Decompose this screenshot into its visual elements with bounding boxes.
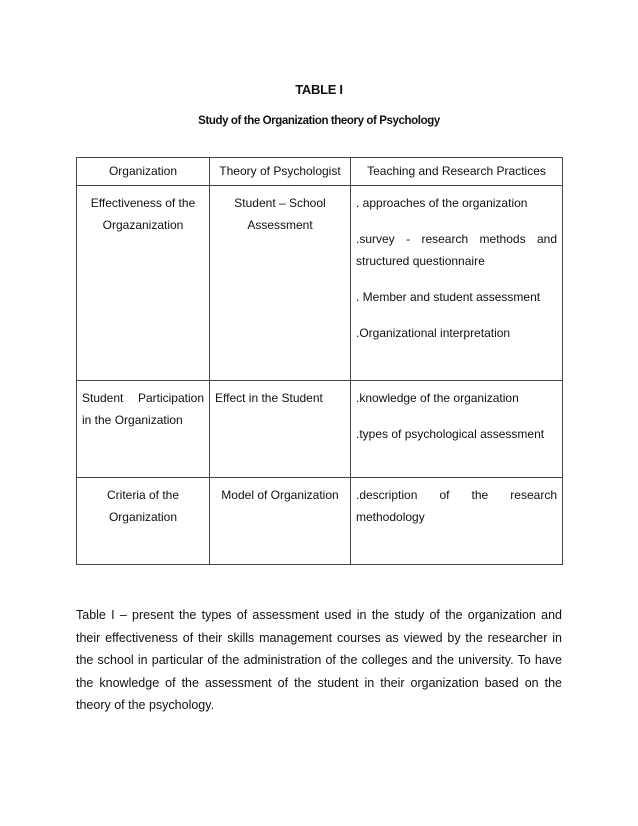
cell-practices [351,478,563,565]
table-title: TABLE I [295,82,343,97]
cell-theory [210,478,351,565]
cell-line: Effectiveness of the [90,196,196,210]
table-row [77,381,563,478]
table-row [77,478,563,565]
cell-line: .knowledge of the organization [356,391,519,405]
cell-line: methodology [356,510,425,524]
cell-line: structured questionnaire [356,254,485,268]
cell-organization [77,186,210,381]
cell-line: . Member and student assessment [356,290,541,304]
cell-line: Student – School [234,196,326,210]
header-organization: Organization [77,158,210,186]
cell-line: .types of psychological assessment [356,427,545,441]
header-teaching-research-practices: Teaching and Research Practices [351,158,563,186]
cell-line: in the Organization [82,413,183,427]
table-header-row [77,158,563,186]
cell-line: Student Participation [82,391,204,405]
body-paragraph: Table I – present the types of assessment used in the study of the organization and their effectiveness of their skills management courses as viewed by the researcher in the school in particular of the administration of the colleges and the university. To have the knowledge of the assessment of the student in their organization based on the theory of the psychology. [76,608,562,713]
organization-psychology-table [76,157,563,565]
cell-line: .survey - research methods and [356,232,557,246]
cell-practices [351,381,563,478]
header-theory-of-psychologist: Theory of Psychologist [210,158,351,186]
cell-line: Effect in the Student [215,391,323,405]
cell-line: .Organizational interpretation [356,326,511,340]
cell-line: Organization [108,510,178,524]
cell-line: Assessment [247,218,313,232]
cell-organization [77,381,210,478]
cell-line: Criteria of the [106,488,180,502]
table-row [77,186,563,381]
cell-line: . approaches of the organization [356,196,528,210]
cell-theory [210,186,351,381]
cell-line: Orgazanization [102,218,184,232]
table-subtitle: Study of the Organization theory of Psychology [198,115,440,127]
cell-line: .description of the research [356,488,557,502]
cell-theory [210,381,351,478]
cell-line: Model of Organization [221,488,339,502]
cell-practices [351,186,563,381]
cell-organization [77,478,210,565]
